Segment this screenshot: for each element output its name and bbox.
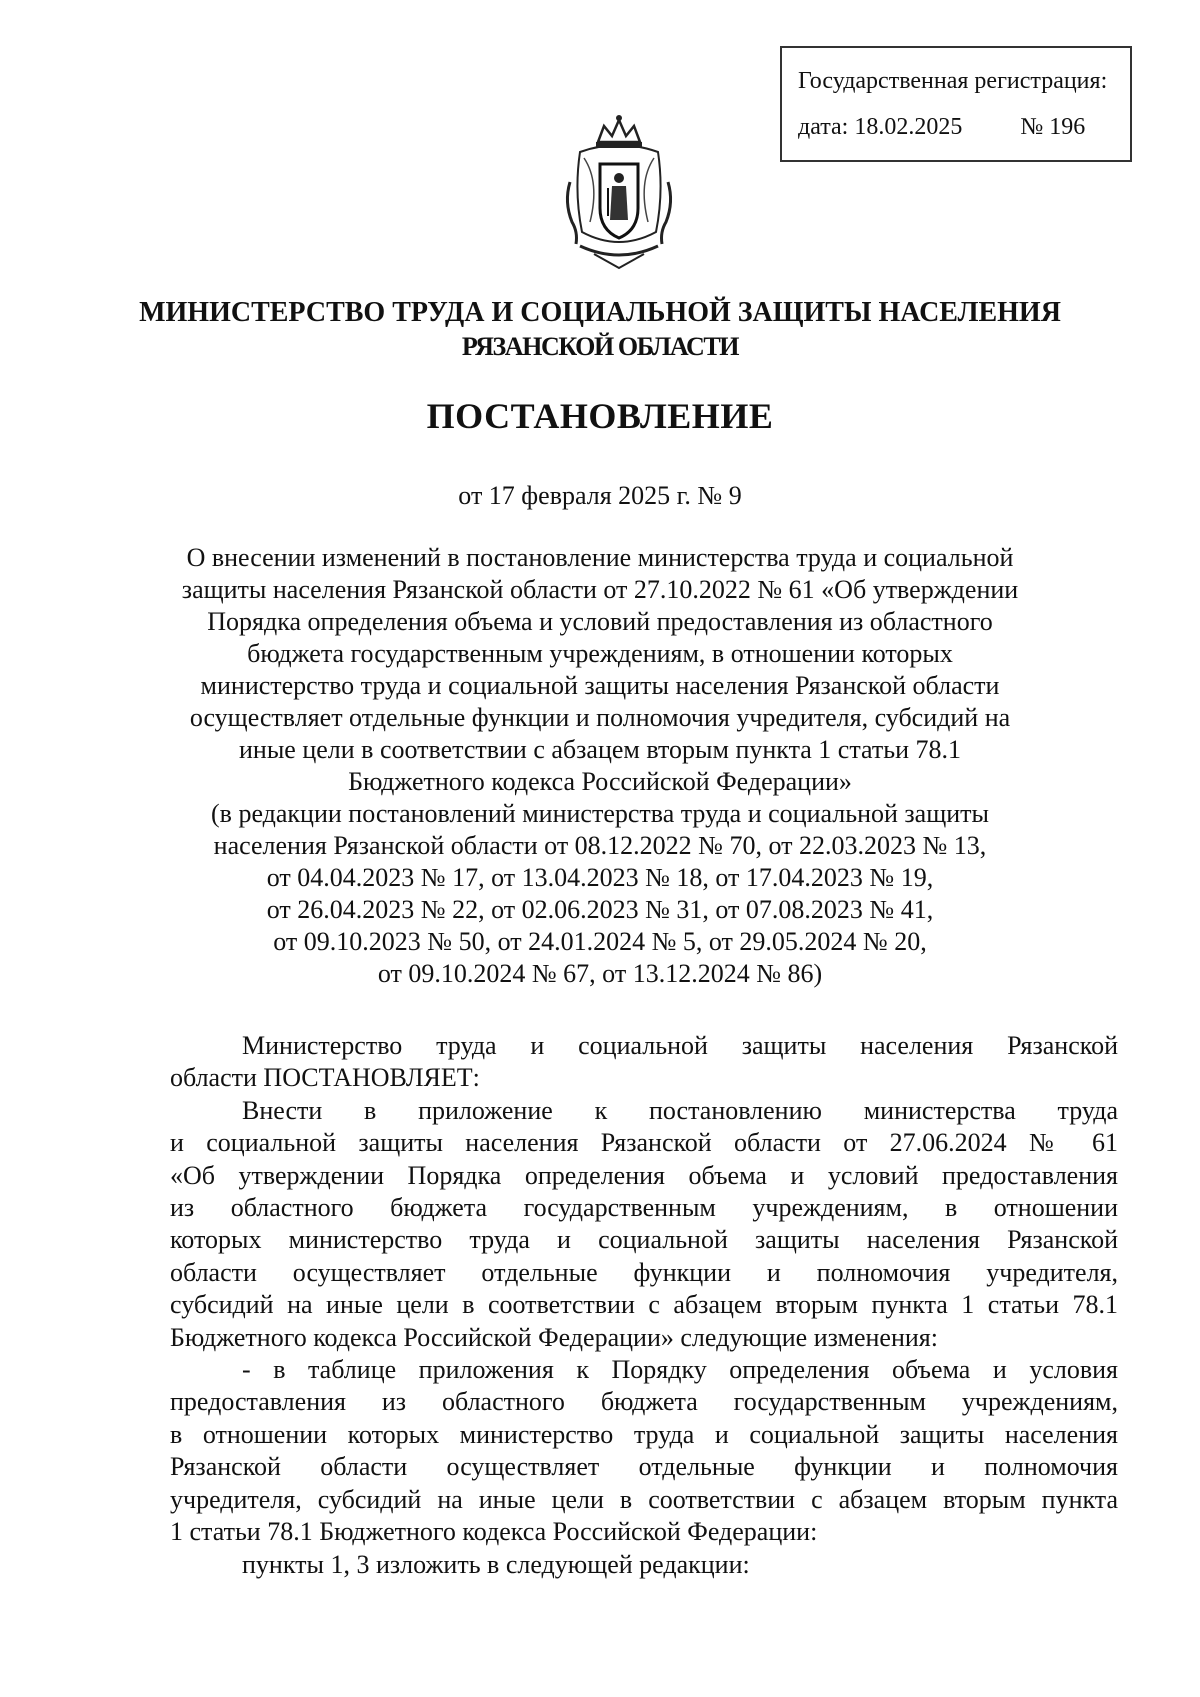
body-line: области ПОСТАНОВЛЯЕТ: [170,1063,480,1093]
paragraph-resolves [170,1030,1118,1095]
body-line: Министерство труда и социальной защиты населения Рязанской [242,1031,1118,1060]
ministry-name-line2: РЯЗАНСКОЙ ОБЛАСТИ [461,332,739,361]
ryazan-coat-of-arms-icon [560,112,678,270]
document-date-number: от 17 февраля 2025 г. № 9 [458,481,742,510]
body-line: субсидий на иные цели в соответствии с абзацем вторым пункта 1 статьи 78.1 [170,1290,1118,1320]
subject-line: иные цели в соответствии с абзацем вторым пункта 1 статьи 78.1 [238,735,962,764]
body-line: Рязанской области осуществляет отдельные функции и полномочия [170,1452,1118,1482]
subject-line: от 26.04.2023 № 22, от 02.06.2023 № 31, от 07.08.2023 № 41, [266,895,934,924]
body-line: предоставления из областного бюджета государственным учреждениям, [170,1387,1118,1417]
body-line: «Об утверждении Порядка определения объема и условий предоставления [170,1160,1118,1190]
registration-date: дата: 18.02.2025 [798,114,963,140]
body-line: из областного бюджета государственным учреждениям, в отношении [170,1193,1118,1223]
subject-line: защиты населения Рязанской области от 27.10.2022 № 61 «Об утверждении [181,575,1019,604]
body-line: Внести в приложение к постановлению министерства труда [242,1095,1118,1125]
ministry-name-line1: МИНИСТЕРСТВО ТРУДА И СОЦИАЛЬНОЙ ЗАЩИТЫ НАСЕЛЕНИЯ [139,297,1061,328]
subject-line: от 09.10.2024 № 67, от 13.12.2024 № 86) [377,959,823,988]
paragraph-table-change [170,1354,1118,1548]
paragraph-points-revision: пункты 1, 3 изложить в следующей редакции: [242,1549,750,1579]
document-type: ПОСТАНОВЛЕНИЕ [426,396,774,436]
body-line: Бюджетного кодекса Российской Федерации» следующие изменения: [170,1322,938,1352]
subject-line: бюджета государственным учреждениям, в отношении которых [247,639,953,668]
body-line: и социальной защиты населения Рязанской области от 27.06.2024 № 61 [170,1128,1118,1158]
subject-line: осуществляет отдельные функции и полномочия учредителя, субсидий на [189,703,1011,732]
registration-details [798,112,1130,142]
document-subject [120,542,1080,990]
registration-stamp [780,46,1132,162]
body-line: - в таблице приложения к Порядку определения объема и условия [242,1355,1118,1385]
body-line: области осуществляет отдельные функции и полномочия учредителя, [170,1257,1118,1287]
registration-title: Государственная регистрация: [798,68,1108,94]
subject-line: населения Рязанской области от 08.12.2022 № 70, от 22.03.2023 № 13, [213,831,987,860]
paragraph-amendment [170,1095,1118,1354]
document-body [170,1030,1118,1581]
subject-line: министерство труда и социальной защиты населения Рязанской области [200,671,1000,700]
subject-line: от 04.04.2023 № 17, от 13.04.2023 № 18, от 17.04.2023 № 19, [266,863,934,892]
subject-line: от 09.10.2023 № 50, от 24.01.2024 № 5, от 29.05.2024 № 20, [273,927,927,956]
subject-line: Бюджетного кодекса Российской Федерации» [348,767,852,796]
body-line: которых министерство труда и социальной защиты населения Рязанской [170,1225,1118,1255]
subject-line: О внесении изменений в постановление министерства труда и социальной [186,543,1014,572]
body-line: 1 статьи 78.1 Бюджетного кодекса Российской Федерации: [170,1517,818,1547]
body-line: в отношении которых министерство труда и социальной защиты населения [170,1419,1118,1449]
subject-line: (в редакции постановлений министерства труда и социальной защиты [211,799,989,828]
subject-line: Порядка определения объема и условий предоставления из областного [207,607,993,636]
registration-number: № 196 [1020,114,1086,140]
body-line: учредителя, субсидий на иные цели в соответствии с абзацем вторым пункта [170,1484,1118,1514]
ministry-name [0,296,1200,364]
